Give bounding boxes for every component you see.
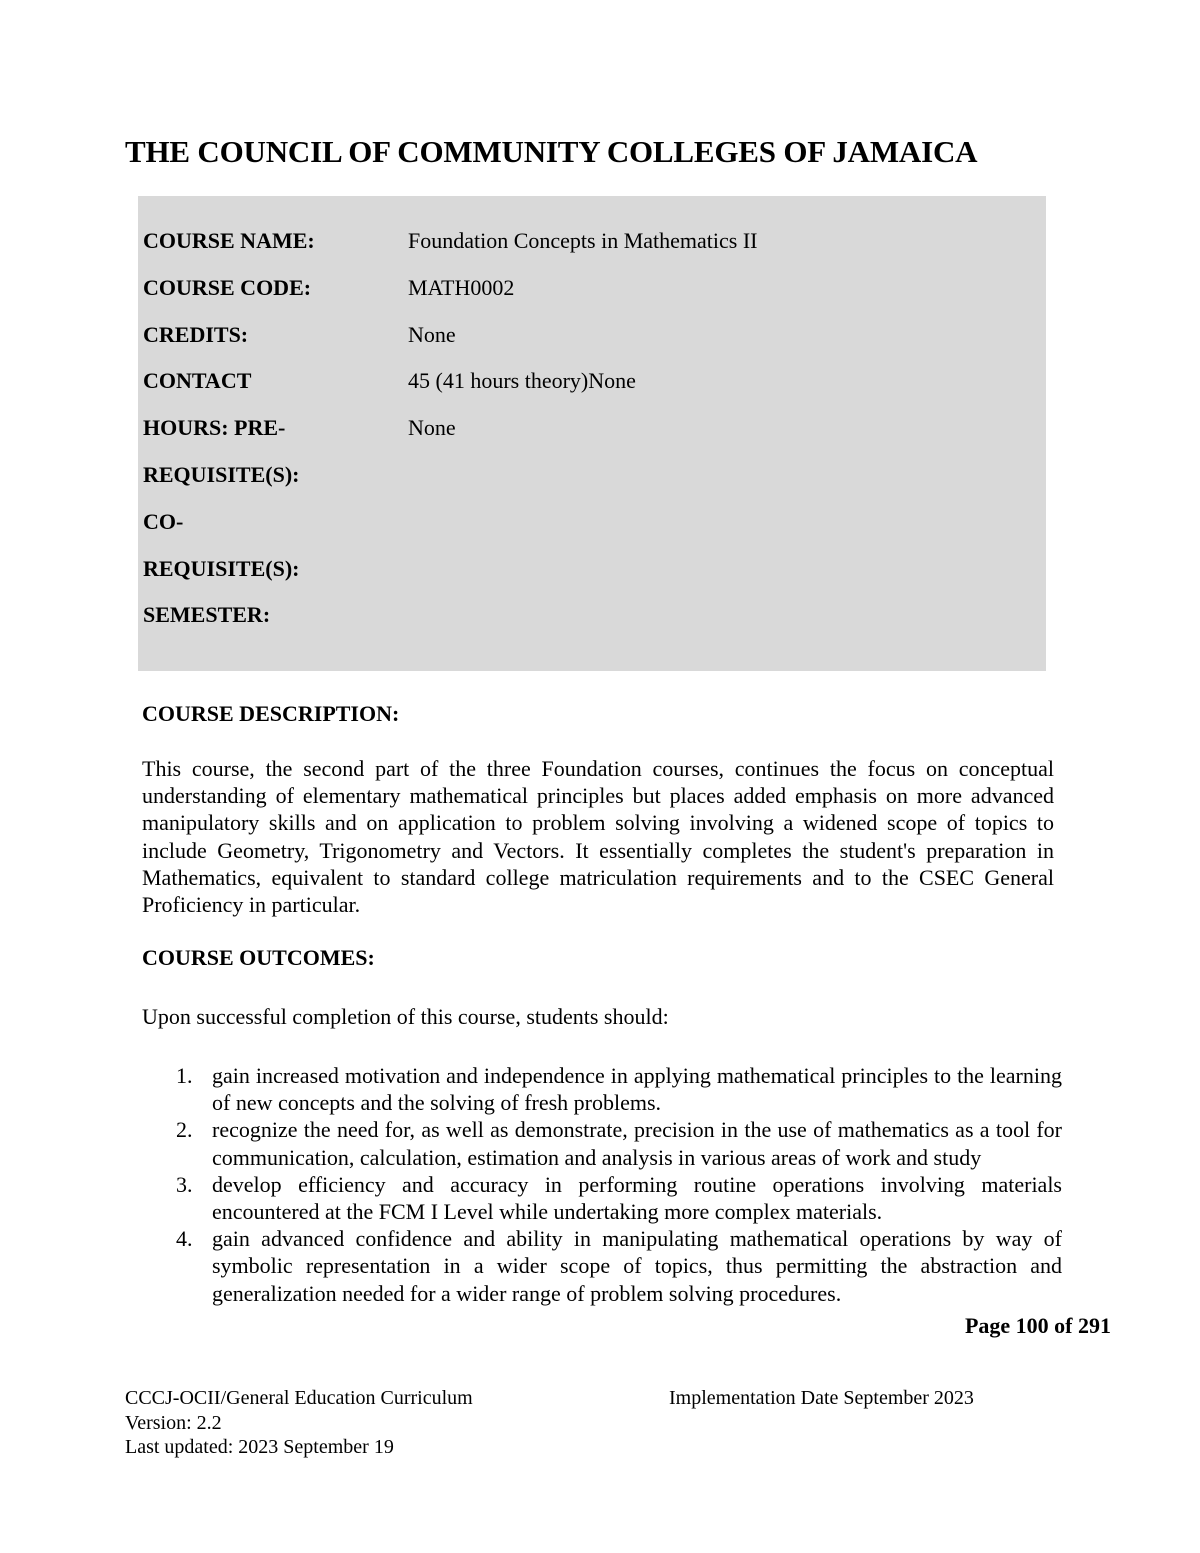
outcome-text: gain increased motivation and independence in applying mathematical principles to the learning of new concepts and the solving of fresh problems. [212, 1063, 1062, 1116]
outcome-item [142, 1116, 1062, 1170]
description-heading: COURSE DESCRIPTION: [142, 701, 400, 726]
footer-implementation-date: Implementation Date September 2023 [669, 1387, 974, 1409]
co-label: CO- [143, 508, 184, 534]
course-code-label: COURSE CODE: [143, 274, 312, 300]
course-name-value: Foundation Concepts in Mathematics II [408, 228, 758, 253]
contact-hours-value: 45 (41 hours theory)None [408, 368, 636, 394]
page-title: THE COUNCIL OF COMMUNITY COLLEGES OF JAMAICA [125, 134, 978, 169]
hours-pre-label: HOURS: PRE- [143, 415, 286, 441]
outcome-item [142, 1171, 1062, 1225]
course-code-value: MATH0002 [408, 274, 515, 300]
outcome-text: recognize the need for, as well as demonstrate, precision in the use of mathematics as a tool for communication, calculation, estimation and analysis in various areas of work and study [212, 1117, 1062, 1170]
semester-label: SEMESTER: [143, 602, 271, 628]
outcome-item [142, 1062, 1062, 1116]
footer-version: Version: 2.2 [125, 1411, 222, 1434]
outcome-number: 3. [176, 1171, 193, 1197]
course-name-label: COURSE NAME: [143, 228, 315, 253]
credits-label: CREDITS: [143, 321, 249, 347]
course-info-labels [143, 218, 398, 639]
outcomes-heading: COURSE OUTCOMES: [142, 945, 375, 970]
footer-doc-name: CCCJ-OCII/General Education Curriculum [125, 1387, 473, 1409]
credits-value: None [408, 321, 456, 347]
page-number: Page 100 of 291 [964, 1313, 1111, 1338]
description-text: This course, the second part of the three Foundation courses, continues the focus on conceptual understanding of elementary mathematical principles but places added emphasis on more advanced manipulatory skills and on application to problem solving involving a widened scope of topics to include Geometry, Trigonometry and Vectors. It essentially completes the student's preparation in Mathematics, equivalent to standard college matriculation requirements and to the CSEC General Proficiency in particular. [142, 756, 1054, 918]
course-info-box [138, 196, 1046, 671]
outcome-text: develop efficiency and accuracy in performing routine operations involving materials encountered at the FCM I Level while undertaking more complex materials. [212, 1171, 1062, 1225]
outcome-item [142, 1225, 1062, 1307]
outcome-number: 1. [176, 1063, 193, 1088]
footer-document-info [125, 1386, 473, 1460]
outcomes-intro: Upon successful completion of this course, students should: [142, 1004, 669, 1029]
outcome-number: 2. [176, 1117, 193, 1143]
requisites-label: REQUISITE(S): [143, 461, 300, 487]
prerequisites-value: None [408, 415, 456, 441]
co-requisites-label: REQUISITE(S): [143, 555, 300, 581]
outcomes-list [142, 1062, 1062, 1307]
course-info-values [408, 218, 1028, 452]
outcome-text: gain advanced confidence and ability in manipulating mathematical operations by way of symbolic representation in a wider scope of topics, thus permitting the abstraction and generalization needed for a wider range of problem solving procedures. [212, 1226, 1062, 1306]
outcome-number: 4. [176, 1226, 193, 1252]
footer-last-updated: Last updated: 2023 September 19 [125, 1436, 394, 1459]
contact-label: CONTACT [143, 368, 252, 394]
